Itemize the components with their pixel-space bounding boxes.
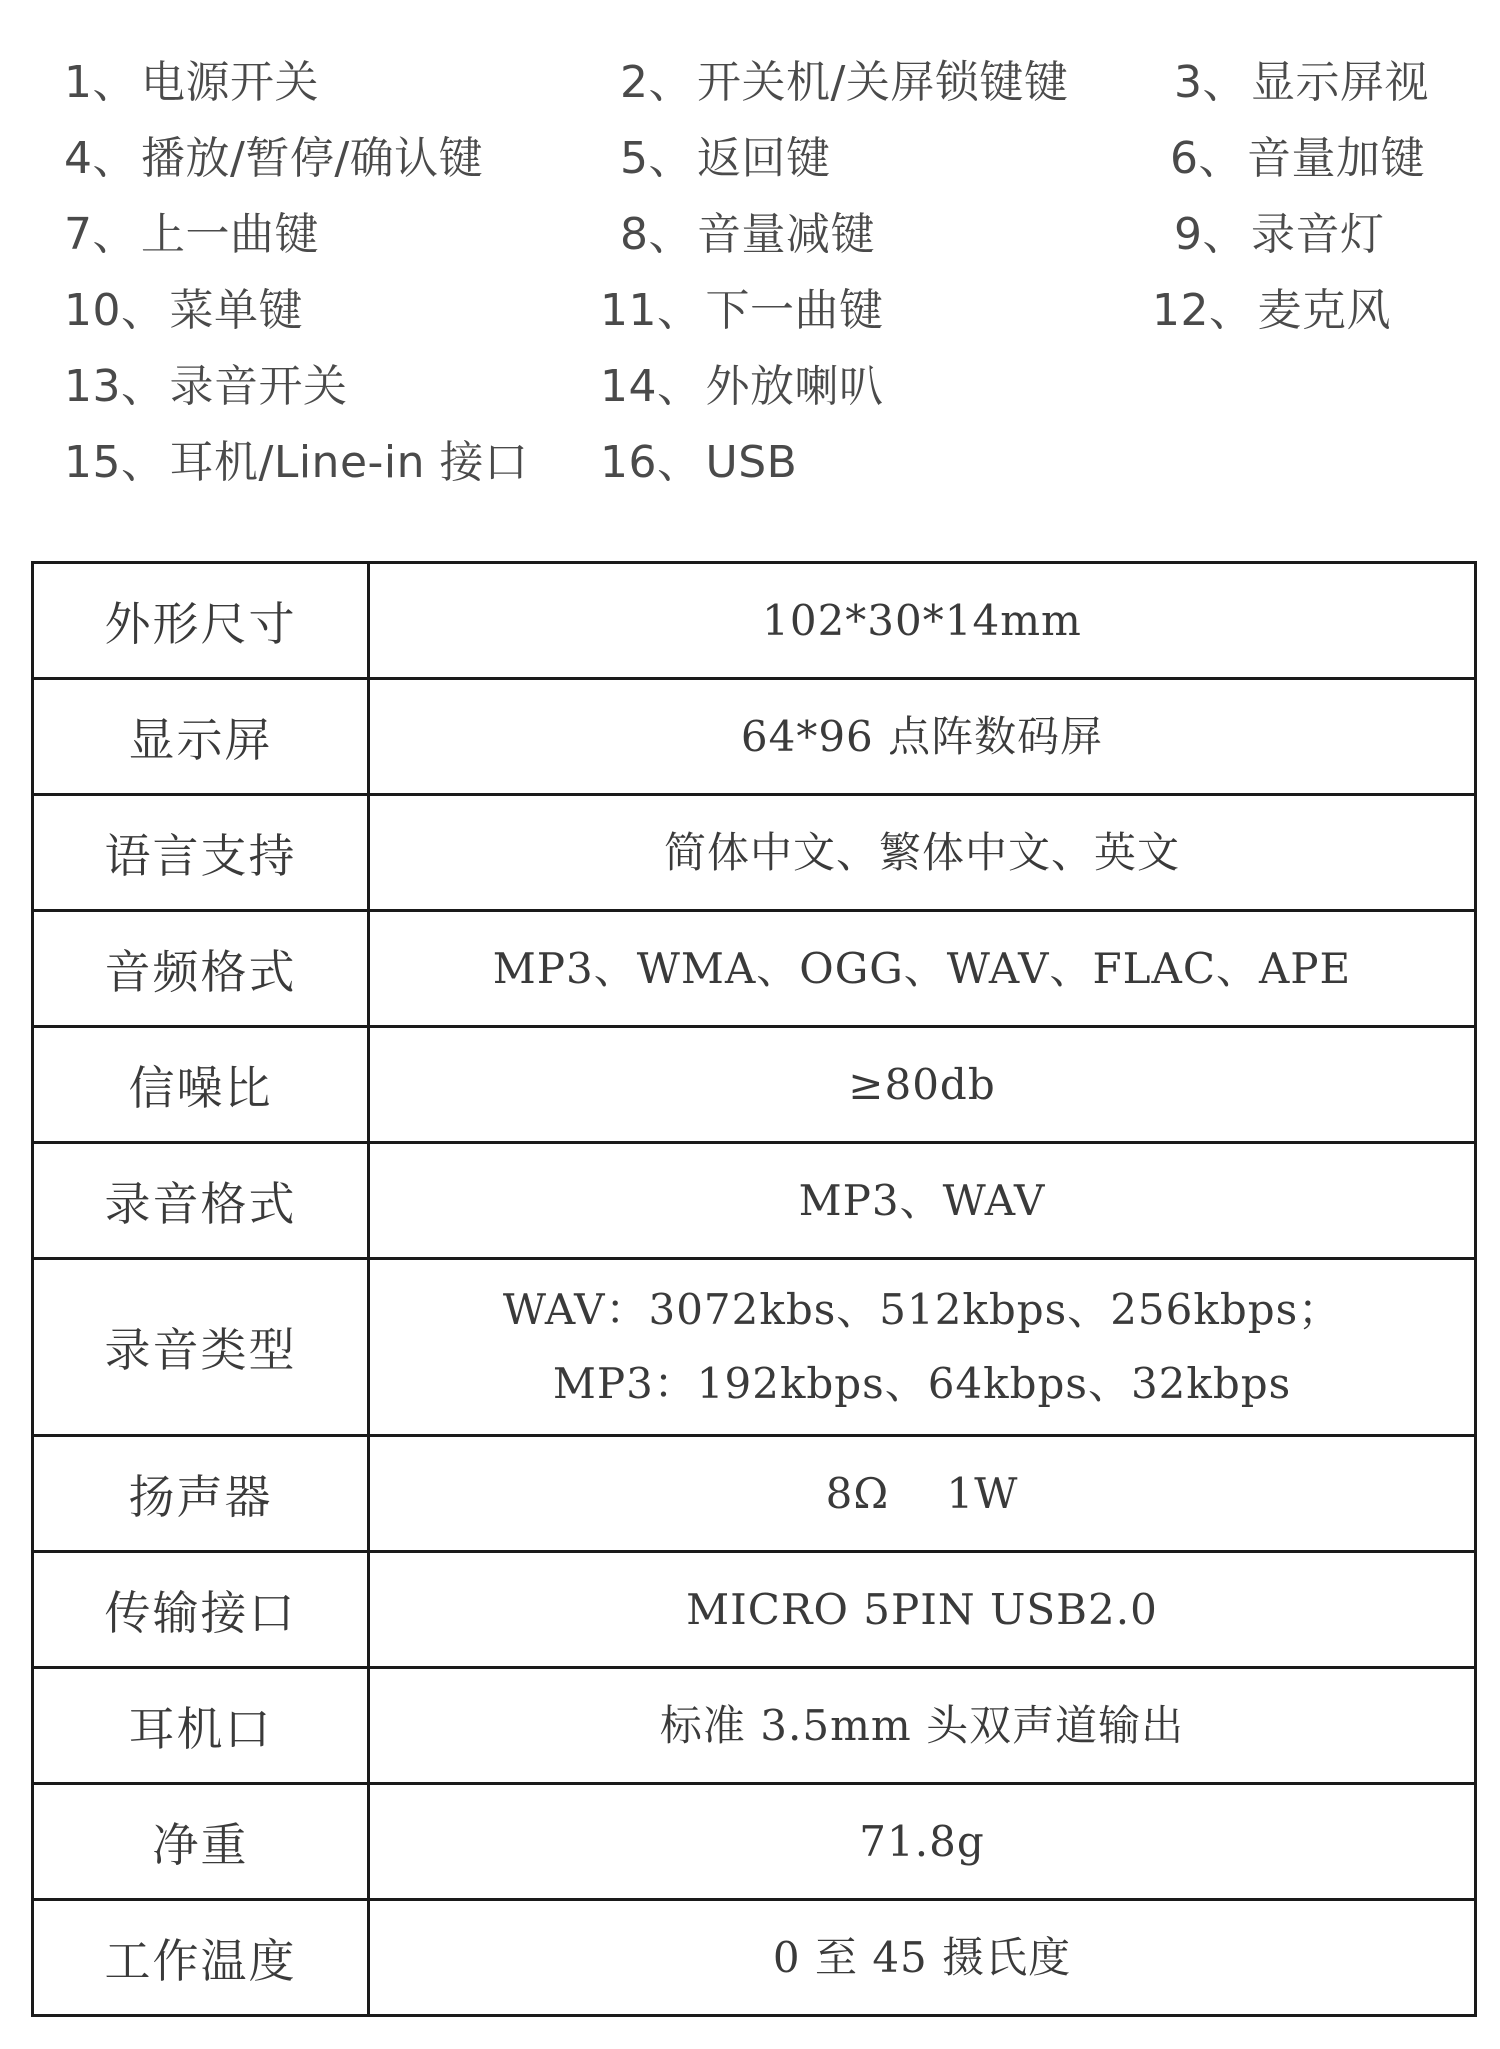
legend-number: 12、 bbox=[1152, 285, 1254, 336]
spec-key: 音频格式 bbox=[33, 911, 369, 1027]
spec-value bbox=[369, 1436, 1476, 1552]
legend-item bbox=[600, 349, 884, 425]
table-row bbox=[33, 911, 1476, 1027]
spec-key: 扬声器 bbox=[33, 1436, 369, 1552]
spec-table bbox=[31, 561, 1477, 2017]
legend-label: 下一曲键 bbox=[705, 285, 884, 336]
table-row bbox=[33, 1900, 1476, 2016]
table-row bbox=[33, 679, 1476, 795]
spec-key: 耳机口 bbox=[33, 1668, 369, 1784]
legend-number: 14、 bbox=[600, 361, 702, 412]
spec-value bbox=[369, 563, 1476, 679]
spec-value-line: 8Ω 1W bbox=[825, 1468, 1019, 1518]
legend-item bbox=[64, 197, 319, 273]
spec-value-line: MP3：192kbps、64kbps、32kbps bbox=[552, 1359, 1292, 1408]
spec-value-line: 标准 3.5mm 头双声道输出 bbox=[659, 1700, 1185, 1750]
legend-label: 外放喇叭 bbox=[705, 361, 884, 412]
spec-value-line: MP3、WAV bbox=[798, 1175, 1046, 1225]
legend-item bbox=[64, 349, 348, 425]
table-row bbox=[33, 1784, 1476, 1900]
spec-key: 录音类型 bbox=[33, 1259, 369, 1436]
legend-item bbox=[1152, 273, 1391, 349]
legend-item bbox=[600, 273, 884, 349]
legend-label: 音量减键 bbox=[697, 209, 875, 260]
spec-value-line: 102*30*14mm bbox=[762, 595, 1082, 645]
legend-number: 8、 bbox=[620, 209, 693, 260]
spec-value-line: ≥80db bbox=[848, 1059, 996, 1109]
legend-number: 5、 bbox=[620, 133, 693, 184]
spec-value bbox=[369, 795, 1476, 911]
legend-item bbox=[64, 45, 319, 121]
table-row bbox=[33, 1668, 1476, 1784]
spec-value bbox=[369, 911, 1476, 1027]
table-row bbox=[33, 1552, 1476, 1668]
spec-key: 传输接口 bbox=[33, 1552, 369, 1668]
legend-label: 耳机/Line-in 接口 bbox=[169, 437, 529, 488]
spec-key: 工作温度 bbox=[33, 1900, 369, 2016]
legend-item bbox=[620, 121, 831, 197]
spec-key: 录音格式 bbox=[33, 1143, 369, 1259]
spec-value-line: MICRO 5PIN USB2.0 bbox=[686, 1584, 1158, 1634]
legend-number: 16、 bbox=[600, 437, 702, 488]
spec-value-line: MP3、WMA、OGG、WAV、FLAC、APE bbox=[492, 943, 1352, 993]
legend-item bbox=[64, 121, 483, 197]
legend-label: 录音开关 bbox=[169, 361, 348, 412]
legend-number: 13、 bbox=[64, 361, 166, 412]
table-row bbox=[33, 1143, 1476, 1259]
legend-label: 音量加键 bbox=[1247, 133, 1425, 184]
legend-number: 15、 bbox=[64, 437, 166, 488]
legend-label: 电源开关 bbox=[141, 57, 319, 108]
legend-item bbox=[1174, 45, 1429, 121]
legend-number: 6、 bbox=[1170, 133, 1243, 184]
legend-number: 9、 bbox=[1174, 209, 1247, 260]
legend-item bbox=[600, 425, 797, 501]
spec-key: 外形尺寸 bbox=[33, 563, 369, 679]
table-row bbox=[33, 563, 1476, 679]
table-row bbox=[33, 1259, 1476, 1436]
legend-item bbox=[620, 197, 875, 273]
legend-number: 4、 bbox=[64, 133, 137, 184]
legend-label: 播放/暂停/确认键 bbox=[141, 133, 484, 184]
spec-value-line: 0 至 45 摄氏度 bbox=[772, 1932, 1072, 1982]
spec-key: 显示屏 bbox=[33, 679, 369, 795]
spec-value bbox=[369, 1552, 1476, 1668]
spec-key: 信噪比 bbox=[33, 1027, 369, 1143]
legend-label: 开关机/关屏锁键键 bbox=[697, 57, 1069, 108]
spec-value bbox=[369, 1668, 1476, 1784]
spec-value-line: WAV：3072kbs、512kbps、256kbps； bbox=[502, 1285, 1342, 1334]
legend-item bbox=[1170, 121, 1425, 197]
spec-value bbox=[369, 679, 1476, 795]
table-row bbox=[33, 795, 1476, 911]
legend-label: 菜单键 bbox=[169, 285, 303, 336]
legend-item bbox=[620, 45, 1068, 121]
table-row bbox=[33, 1027, 1476, 1143]
spec-value-line: 71.8g bbox=[859, 1816, 985, 1866]
legend-number: 7、 bbox=[64, 209, 137, 260]
spec-value bbox=[369, 1900, 1476, 2016]
legend-number: 3、 bbox=[1174, 57, 1247, 108]
spec-key: 净重 bbox=[33, 1784, 369, 1900]
legend-item bbox=[64, 273, 303, 349]
parts-legend bbox=[64, 45, 1464, 515]
legend-label: 录音灯 bbox=[1251, 209, 1385, 260]
legend-number: 2、 bbox=[620, 57, 693, 108]
table-row bbox=[33, 1436, 1476, 1552]
legend-label: 上一曲键 bbox=[141, 209, 319, 260]
legend-label: 返回键 bbox=[697, 133, 831, 184]
spec-value-line: 简体中文、繁体中文、英文 bbox=[663, 827, 1180, 877]
spec-value bbox=[369, 1143, 1476, 1259]
legend-label: 麦克风 bbox=[1257, 285, 1391, 336]
legend-item bbox=[64, 425, 529, 501]
spec-value bbox=[369, 1027, 1476, 1143]
spec-key: 语言支持 bbox=[33, 795, 369, 911]
spec-value bbox=[369, 1259, 1476, 1436]
spec-value-line: 64*96 点阵数码屏 bbox=[740, 711, 1104, 761]
legend-number: 11、 bbox=[600, 285, 702, 336]
legend-label: 显示屏视 bbox=[1251, 57, 1429, 108]
legend-item bbox=[1174, 197, 1385, 273]
legend-number: 1、 bbox=[64, 57, 137, 108]
legend-label: USB bbox=[705, 437, 798, 488]
spec-value bbox=[369, 1784, 1476, 1900]
legend-number: 10、 bbox=[64, 285, 166, 336]
